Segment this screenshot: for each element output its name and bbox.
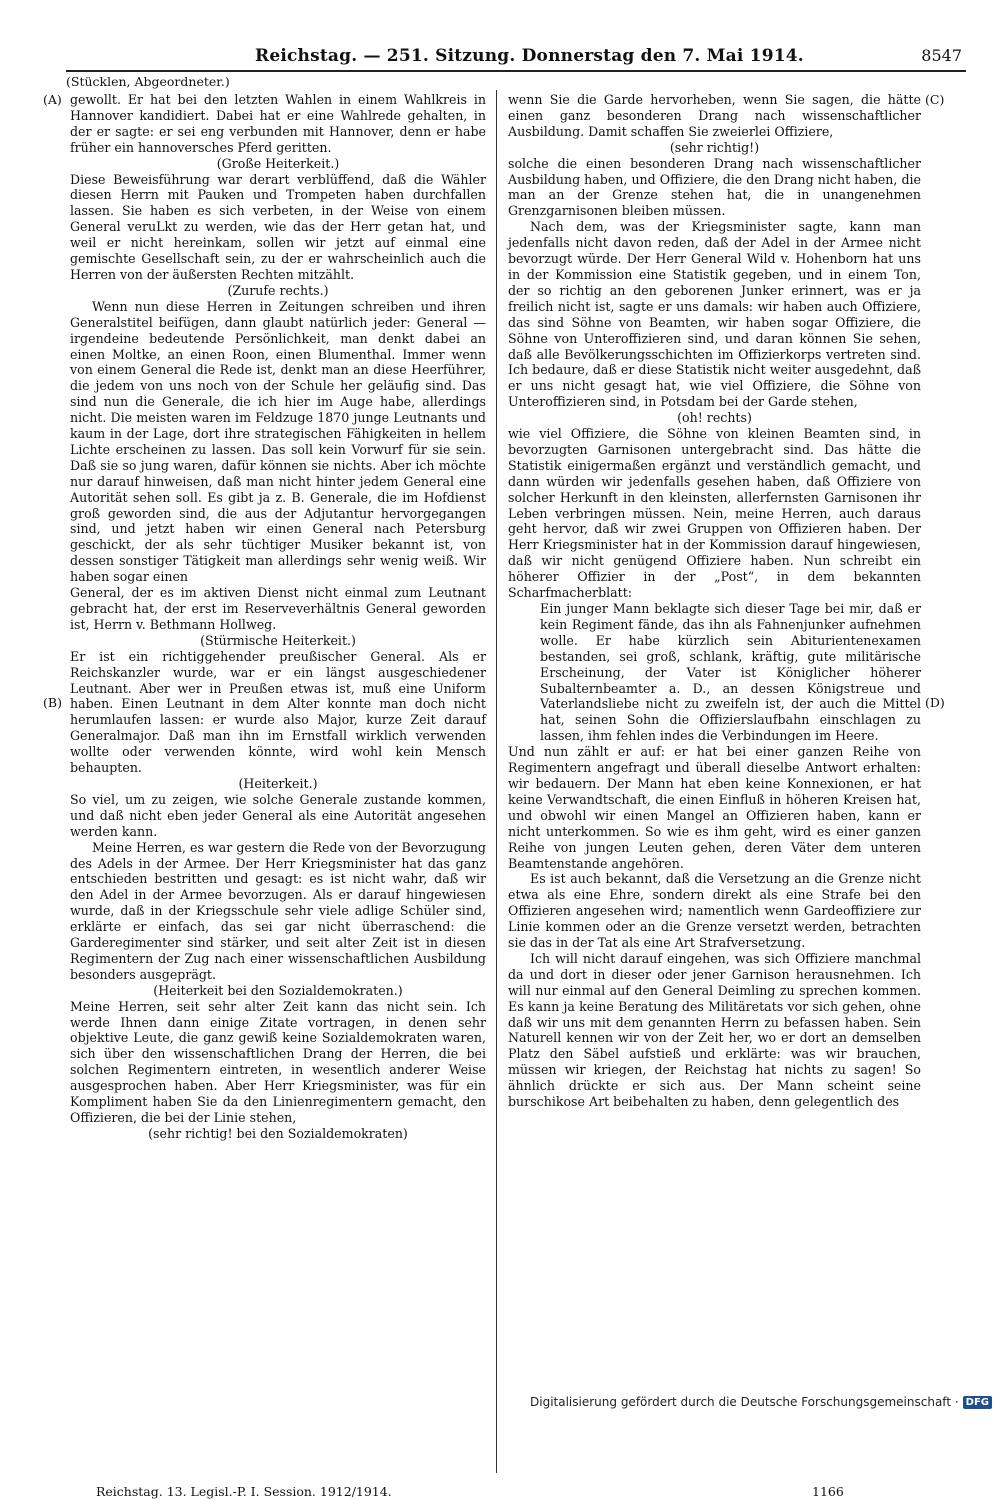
digitization-credit bbox=[530, 1395, 992, 1409]
paragraph: Wenn nun diese Herren in Zeitungen schreiben und ihren Generalstitel beifügen, dann glaubt natürlich jeder: General — irgendeine bedeutende Persönlichkeit, man denkt dabei an einen Moltke, an einen Roon, einen Blumenthal. Immer wenn von einem General die Rede ist, denkt man an diese Heerführer, die jedem von uns noch von der Schule her geläufig sind. Das sind nun die Generale, die ich hier im Auge habe, allerdings nicht. Die meisten waren im Feldzuge 1870 junge Leutnants und kaum in der Lage, dort ihre strategischen Fähigkeiten in hellem Lichte erscheinen zu lassen. Das soll kein Vorwurf für sie sein. Daß sie so jung waren, dafür können sie nichts. Aber ich möchte nur darauf hinweisen, daß man nicht hinter jedem General eine Autorität sehen soll. Es gibt ja z. B. Generale, die im Hofdienst groß geworden sind, die aus der Adjutantur hervorgegangen sind, und jetzt haben wir einen General nach Petersburg geschickt, der als sehr tüchtiger Musiker bekannt ist, von dessen sonstiger Tätigkeit man allerdings sehr wenig weiß. Wir haben sogar einen bbox=[70, 298, 486, 585]
paragraph: wie viel Offiziere, die Söhne von kleinen Beamten sind, in bevorzugten Garnisonen untergebracht sind. Das hätte die Statistik einigermaßen ergänzt und verständlich gemacht, und dann würden wir jedenfalls gesehen haben, daß Offiziere von solcher Herkunft in den kleinsten, allerfernsten Garnisonen ihr Leben verbringen müssen. Nein, meine Herren, auch daraus geht hervor, daß wir zwei Gruppen von Offizieren haben. Der Herr Kriegsminister hat in der Kommission darauf hingewiesen, daß wir nicht genügend Offiziere haben. Nun schreibt ein höherer Offizier in der „Post“, in dem bekannten Scharfmacherblatt: bbox=[508, 426, 921, 601]
speaker-line: (Stücklen, Abgeordneter.) bbox=[66, 74, 230, 89]
paragraph: Nach dem, was der Kriegsminister sagte, kann man jedenfalls nicht davon reden, daß der Adel in der Armee nicht bevorzugt würde. Der Herr General Wild v. Hohenborn hat uns in der Kommission eine Statistik gegeben, und in einem Ton, der so richtig an den geborenen Junker erinnert, was er ja freilich nicht ist, sagte er uns damals: wir haben auch Offiziere, das sind Söhne von Beamten, wir haben sogar Offiziere, die Söhne von Unteroffizieren sind, und daran können Sie sehen, daß alle Bevölkerungsschichten im Offizierkorps vertreten sind. Ich bedaure, daß er diese Statistik nicht weiter ausgedehnt, daß er uns nicht gesagt hat, wie viel Offiziere, die Söhne von Unteroffizieren sind, in Potsdam bei der Garde stehen, bbox=[508, 219, 921, 410]
interjection: (Große Heiterkeit.) bbox=[216, 155, 340, 171]
interjection: (sehr richtig!) bbox=[669, 139, 760, 155]
paragraph: Und nun zählt er auf: er hat bei einer ganzen Reihe von Regimentern angefragt und überall dieselbe Antwort erhalten: wir bedauern. Der Mann hat eben keine Konnexionen, er hat keine Verwandtschaft, die einen Einfluß in höheren Kreisen hat, und obwohl wir einen Mangel an Offizieren haben, kann er nicht unterkommen. So wie es ihm geht, wird es einer ganzen Reihe von jungen Leuten gehen, deren Väter dem unteren Beamtenstande angehören. bbox=[508, 744, 921, 871]
quotation-block: Ein junger Mann beklagte sich dieser Tage bei mir, daß er kein Regiment fände, das ihn als Fahnenjunker aufnehmen wolle. Er habe kürzlich sein Abiturientenexamen bestanden, sei groß, schlank, kräftig, gute militärische Erscheinung, der Vater ist Königlicher höherer Subalternbeamter a. D., an dessen Königstreue und Vaterlandsliebe nicht zu zweifeln ist, der auch die Mittel hat, seinen Sohn die Offizierslaufbahn einschlagen zu lassen, ihm fehlen indes die Verbindungen im Heere. bbox=[540, 601, 921, 744]
paragraph: wenn Sie die Garde hervorheben, wenn Sie sagen, die hätte einen ganz besonderen Drang nach wissenschaftlicher Ausbildung. Damit schaffen Sie zweierlei Offiziere, bbox=[508, 92, 921, 139]
paragraph: Es ist auch bekannt, daß die Versetzung an die Grenze nicht etwa als eine Ehre, sondern direkt als eine Strafe bei den Offizieren angesehen wird; namentlich wenn Gardeoffiziere zur Linie kommen oder an die Grenze versetzt werden, betrachten sie das in der Tat als eine Art Strafversetzung. bbox=[508, 871, 921, 951]
interjection: (Heiterkeit bei den Sozialdemokraten.) bbox=[153, 982, 403, 998]
paragraph: So viel, um zu zeigen, wie solche Generale zustande kommen, und daß nicht eben jeder General als eine Autorität angesehen werden kann. bbox=[70, 791, 486, 839]
margin-mark-a: (A) bbox=[43, 92, 62, 107]
header-rule bbox=[66, 70, 966, 72]
column-divider bbox=[496, 90, 497, 1473]
margin-mark-b: (B) bbox=[43, 695, 62, 710]
paragraph: General, der es im aktiven Dienst nicht einmal zum Leutnant gebracht hat, der erst im Reserveverhältnis General geworden ist, Herrn v. Bethmann Hollweg. bbox=[70, 585, 486, 632]
paragraph: Diese Beweisführung war derart verblüffend, daß die Wähler diesen Herrn mit Pauken und Trompeten haben durchfallen lassen. Sie haben es sich verbeten, in der Weise von einem General veruLkt zu werden, wie das der Herr getan hat, und weil er nicht hereinkam, sollen wir jetzt auf einmal eine gemischte Gesellschaft sein, zu der er wahrscheinlich auch die Herren von der äußersten Rechten mitzählt. bbox=[70, 171, 486, 282]
page-header-title: Reichstag. — 251. Sitzung. Donnerstag den 7. Mai 1914. bbox=[255, 46, 804, 66]
paragraph: Meine Herren, es war gestern die Rede von der Bevorzugung des Adels in der Armee. Der Herr Kriegsminister hat das ganz entschieden bestritten und gesagt: es ist nicht wahr, daß wir den Adel in der Armee bevorzugen. Als er darauf hingewiesen wurde, daß in der Kriegsschule sehr viele adlige Schüler sind, erklärte er einfach, das sei gar nicht überraschend: die Garderegimenter sind stärker, und seit alter Zeit ist in diesen Regimentern der Zug nach einer wissenschaftlichen Ausbildung besonders ausgeprägt. bbox=[70, 839, 486, 982]
paragraph: Er ist ein richtiggehender preußischer General. Als er Reichskanzler wurde, war er ein längst ausgeschiedener Leutnant. Aber wer in Preußen etwas ist, muß eine Uniform haben. Einen Leutnant in dem Alter konnte man doch nicht herumlaufen lassen: er wurde also Major, kurze Zeit darauf Generalmajor. Daß man ihn im Ernstfall wirklich verwenden wollte oder verwenden könnte, wird wohl kein Mensch behaupten. bbox=[70, 648, 486, 776]
footer-page-code: 1166 bbox=[812, 1484, 844, 1499]
interjection: (sehr richtig! bei den Sozialdemokraten) bbox=[148, 1125, 408, 1141]
interjection: (Zurufe rechts.) bbox=[227, 282, 329, 298]
dfg-logo-icon: DFG bbox=[963, 1396, 992, 1409]
page-number: 8547 bbox=[921, 46, 962, 65]
left-column bbox=[70, 92, 486, 1142]
paragraph: Meine Herren, seit sehr alter Zeit kann das nicht sein. Ich werde Ihnen dann einige Zitate vortragen, in denen sehr objektive Leute, die ganz gewiß keine Sozialdemokraten waren, sich über den wissenschaftlichen Drang der Herren, die bei solchen Regimentern eintreten, in wesentlich anderer Weise ausgesprochen haben. Aber Herr Kriegsminister, was für ein Kompliment haben Sie da den Linienregimentern gemacht, den Offizieren, die bei der Linie stehen, bbox=[70, 998, 486, 1125]
interjection: (Heiterkeit.) bbox=[238, 775, 318, 791]
margin-mark-d: (D) bbox=[925, 695, 945, 710]
footer-session-info: Reichstag. 13. Legisl.-P. I. Session. 1912/1914. bbox=[96, 1484, 392, 1499]
margin-mark-c: (C) bbox=[925, 92, 945, 107]
paragraph: Ich will nicht darauf eingehen, was sich Offiziere manchmal da und dort in dieser oder jener Garnison herausnehmen. Ich will nur einmal auf den General Deimling zu sprechen kommen. Es kann ja keine Beratung des Militäretats vor sich gehen, ohne daß wir uns mit dem genannten Herrn zu befassen haben. Sein Naturell kennen wir von der Zeit her, wo er dort an demselben Platz den Säbel aufstieß und erklärte: was wir brauchen, müssen wir kriegen, der Reichstag hat nichts zu sagen! So ähnlich drückte er sich aus. Der Mann scheint seine burschikose Art beibehalten zu haben, denn gelegentlich des bbox=[508, 950, 921, 1110]
credit-text: Digitalisierung gefördert durch die Deutsche Forschungsgemeinschaft · bbox=[530, 1395, 959, 1409]
interjection: (Stürmische Heiterkeit.) bbox=[200, 632, 356, 648]
interjection: (oh! rechts) bbox=[677, 410, 752, 426]
paragraph: solche die einen besonderen Drang nach wissenschaftlicher Ausbildung haben, und Offiziere, die den Drang nicht haben, die man an der Grenze stehen hat, die in unangenehmen Grenzgarnisonen bleiben müssen. bbox=[508, 155, 921, 219]
paragraph: gewollt. Er hat bei den letzten Wahlen in einem Wahlkreis in Hannover kandidiert. Dabei hat er eine Wahlrede gehalten, in der er sagte: er sei eng verbunden mit Hannover, denn er habe früher ein hannoversches Pferd geritten. bbox=[70, 92, 486, 155]
right-column bbox=[508, 92, 921, 1110]
